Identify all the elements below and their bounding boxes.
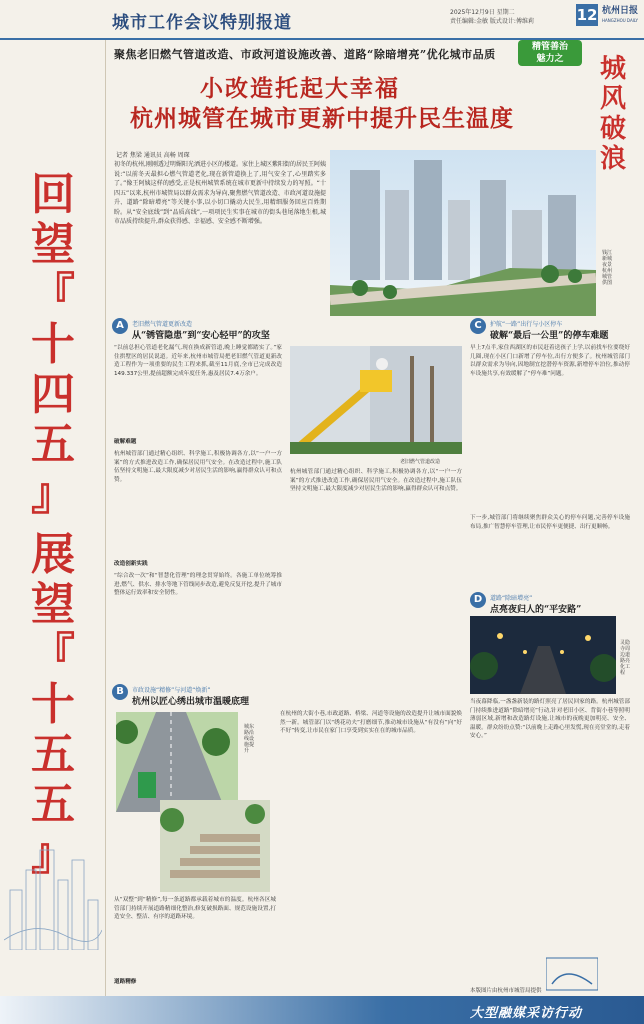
slogan-char: 五 [31,729,75,780]
slogan-char: 『 [31,269,75,320]
issue-meta [450,8,534,26]
slogan-char: 四 [31,369,75,420]
paper-name: 杭州日报 [602,6,639,16]
road-photo-caption: 城东路沿线设施提升 [244,724,255,754]
slogan-char: 十 [31,679,75,730]
byline: 记者 焦梁 通讯员 高畅 周琛 [116,152,190,159]
section-b-text: 从“双整”到“精修”,每一条道路都承载着城市的温度。杭州各区城管部门持续开展道路精细化整治,修复破损路面、规范设施设置,打造安全、整洁、有序的道路环境。 [114,897,276,921]
lead-photo-cityscape [330,150,596,316]
lead-photo-caption: 钱江新城夜景 杭州城管供图 [602,250,613,286]
section-d-title: 点亮夜归人的“平安路” [490,605,582,615]
paper-subtitle: HANGZHOU DAILY [602,18,638,23]
section-a-text-1: 杭州城管部门通过精心组织、科学施工,积极协调各方,以“一户一方案”的方式推进改造工作,确保居民用气安全。在改造过程中,施工队伍坚持文明施工,最大限度减少对居民生活的影响,赢得群众认可和点赞。 [114,451,282,483]
paper-logo-icon [546,954,598,994]
lead-article-text: 初冬的杭州,刚刚透过明媚阳光洒进小区的楼道。家住上城区紫阳街的居民王阿姨说:“以前冬天最担心燃气管道老化,现在新管道换上了,用气安全了,心里踏实多了。”像王阿姨这样的感受,正是杭州城管系统在城市更新中持续发力的写照。“十四五”以来,杭州市城管局以群众需求为导向,聚焦燃气管道改造、市政河道设施提升、道路“除暗增亮”等关键小事,以小切口撬动大民生,用精细服务回应百姓期盼。从“安全底线”到“品质高线”,一项项民生实事在城市的街头巷尾落地生根,城市品质持续提升,群众获得感、幸福感、安全感不断增强。 [114,161,326,225]
section-c-kicker: 护航“一路”出行与小区停车 [490,321,563,328]
section-c-text: 早上7点半,家住西湖区的市民赶着送孩子上学,以前找车位要绕好几圈,现在小区门口新增了停车位,出行方便多了。杭州城管部门以群众需求为导向,因地制宜挖潜停车资源,新增停车泊位,推动停车设施共享,有效缓解了“停车难”问题。 [470,345,630,377]
section-b-kicker: 市政设施“精修”与河道“焕新” [132,687,211,694]
section-c-marker: C [470,318,486,334]
slogan-char: 十 [31,319,75,370]
gas-photo-caption: 老旧燃气管道改造 [400,459,441,465]
left-slogan-column [0,40,106,998]
city-skyline-illustration [4,800,102,950]
section-a-marker: A [112,318,128,334]
section-b-marker: B [112,684,128,700]
slogan-char: 望 [31,219,75,270]
vertical-char: 城 [599,54,626,84]
section-d-text: 当夜幕降临,一盏盏新装的路灯照亮了居民回家的路。杭州城管部门持续推进道路“除暗增亮”行动,针对老旧小区、背街小巷等照明薄弱区域,新增和改造路灯设施,让城市的夜晚更加明亮、安全、温暖。群众纷纷点赞:“以前晚上走路心里发慌,现在亮堂堂的,走着安心。” [470,699,630,740]
page-header [0,0,644,40]
headline-sub: 杭州城管在城市更新中提升民生温度 [130,105,514,132]
section-b-title: 杭州以匠心绣出城市温暖底理 [132,697,250,707]
night-photo-caption: 灵隐寺周边道路亮化工程 [620,640,631,676]
slogan-char: 五 [31,419,75,470]
slogan-char: 五 [31,779,75,830]
section-a-subhead-1: 破解难题 [114,439,137,445]
section-c-title: 破解“最后一公里”的停车难题 [490,331,609,341]
section-a-subhead-2: 改造创新实践 [114,561,148,567]
section-b-main-text: 在杭州的大街小巷,市政道路、桥梁、河道等设施的改造提升让城市面貌焕然一新。城管部门以“绣花功夫”打磨细节,推动城市设施从“有没有”向“好不好”转变,让市民在家门口享受到实实在在的城市品质。 [280,711,462,735]
section-d-kicker: 道路“除暗增亮” [490,595,533,602]
road-photo [116,712,238,812]
photo-credit: 本版图片由杭州市城管局提供 [470,988,542,994]
section-d-marker: D [470,592,486,608]
section-a-title: 从“锈管隐患”到“安心轻甲”的攻坚 [132,331,270,341]
slogan-line-one [18,170,88,520]
slogan-char: 展 [31,529,75,580]
footer-slogan: 大型融媒采访行动 [470,1006,583,1021]
badge-line: 精管善治 [531,42,568,52]
badge-line: 魅力之 [536,54,564,64]
section-a-text: “以前总担心管道老化漏气,现在换成新管道,晚上睡觉都踏实了。”家住拱墅区的居民说道。近年来,杭州市城管局把老旧燃气管道更新改造工程作为一项重要的民生工程来抓,截至11月底,全市已完成改造149.337公里,提前超额完成年度任务,惠及居民7.4万余户。 [114,345,282,377]
vertical-series-title [596,54,630,174]
gas-pipe-photo [290,346,462,454]
slogan-char: 』 [31,829,75,880]
issue-editors: 责任编辑:金敏 版式设计:傅维莉 [450,18,534,25]
slogan-char: 回 [31,169,75,220]
stair-photo [160,800,270,892]
vertical-char: 风 [599,84,626,114]
slogan-char: 『 [31,629,75,680]
night-road-photo [470,616,616,694]
section-b-subhead: 道路精修 [114,979,137,985]
headline-kicker: 聚焦老旧燃气管道改造、市政河道设施改善、道路“除暗增亮”优化城市品质 [114,48,496,61]
section-title: 城市工作会议特别报道 [112,13,292,33]
section-a-text-2: “综合改一次”和“智慧化管理”的理念贯穿始终。各施工单位统筹推进,燃气、供水、排水等地下管线同步改造,避免反复开挖,提升了城市整体运行效率和安全韧性。 [114,573,282,597]
section-c-text-2: 下一步,城管部门将继续聚焦群众关心的停车问题,完善停车设施布局,推广智慧停车管理,让市民停车更便捷、出行更顺畅。 [470,515,630,530]
slogan-char: 望 [31,579,75,630]
section-a-continued-text: 杭州城管部门通过精心组织、科学施工,积极协调各方,以“一户一方案”的方式推进改造工作,确保居民用气安全。在改造过程中,施工队伍坚持文明施工,最大限度减少对居民生活的影响,赢得群众认可和点赞。 [290,469,462,493]
section-a-kicker: 老旧燃气管道更新改造 [132,321,193,328]
issue-date: 2025年12月9日 星期二 [450,9,515,16]
slogan-char: 』 [31,469,75,520]
vertical-char: 浪 [599,144,626,174]
series-badge [518,40,582,66]
page-number: 12 [576,6,598,24]
headline-main: 小改造托起大幸福 [200,75,400,102]
vertical-char: 破 [599,114,626,144]
